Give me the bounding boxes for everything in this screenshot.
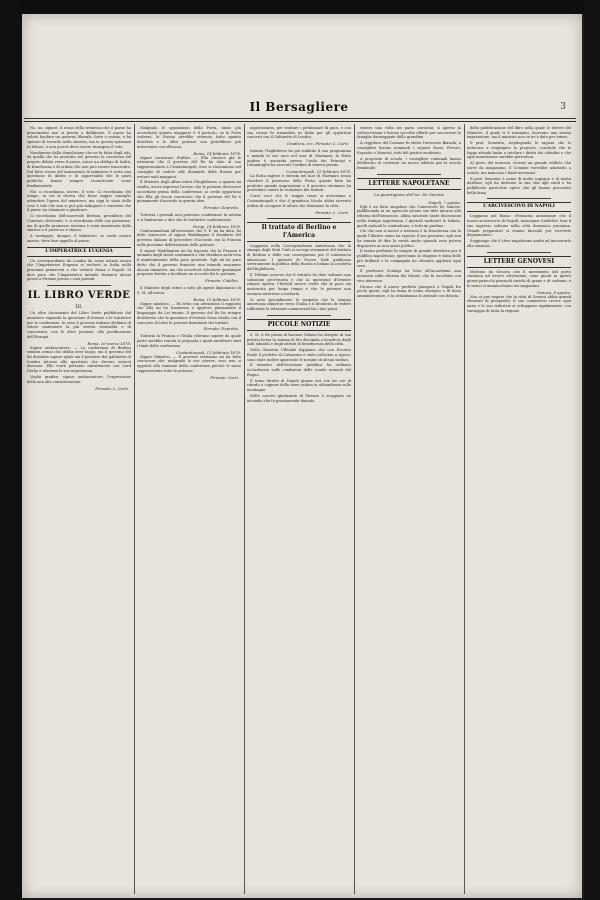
article-paragraph: Un corrispondente da Londra dà come notizia sicura che l'Imperatrice Eugenia si recherà in Italia nella prossima primavera e che visiterà Roma e Napoli. Si dice pure che l'Imperatrice intenda fermarsi alcuni giorni a Firenze presso i suoi parenti. [27,258,131,282]
article-paragraph: Leggiamo nel Roma: «Possiamo annunziare che il nuovo arcivescovo di Napoli, monsignor Sanfelice, farà il suo ingresso solenne nella città domenica prossima. Grandi preparativi si stanno facendo per riceverlo degnamente». [467,214,571,238]
article-paragraph: Il Tribune osserva che il trattato ha dato soltanto una soluzione provvisoria e che la questione d'Oriente rimane aperta; l'Herald invece crede che la pace sia assicurata per lungo tempo e che le potenze non avranno interesse a turbarla. [247,273,351,296]
article-paragraph: Signor ambasciatore, — La conferenza di Berlino sembra ormai che debba aver luogo; ma il governo del Re desidera sapere quale sia il pensiero del gabinetto di Londra intorno alle questioni che devono esservi discusse. Ella vorrà pertanto intrattenersi con Lord Derby e riferirmi le sue impressioni. [27,345,131,374]
article-divider [377,174,441,175]
article-paragraph: Dicono che il nuovo prefetto giungerà a Napoli fra pochi giorni; egli ha fama di uomo energico e di buon amministratore, e la cittadinanza lo attende con fiducia. [357,284,461,299]
article-dateline: Costantinopoli, 13 febbraio 1878. [176,349,241,355]
article-headline: LETTERE NAPOLETANE [357,178,461,190]
article-signature: Firmato: Depretis. [203,205,239,211]
column-2 [137,126,241,892]
article-paragraph: Ci ricordiamo dell'onorevole Bertani, presidente del Comitato elettorale, e ci ricordiamo delle sue promesse; ma di quelle promesse nessuna è stata mantenuta dalla sinistra e il paese ne è stanco. [27,214,131,233]
article-paragraph: Nondimeno dalla demolizione che ne fu fatta degli atti, da quella che ha prodotto nel governo la coscienza del proprio debito verso il paese, nasce un obbligo di lealtà, di franchezza e di ordine che non può essere trascurato. Dal fatto stesso del mutamento di ministero è sorta una questione di diritto e di opportunità che le parti politiche hanno sempre riconosciuto come fondamentale. [27,150,131,188]
article-headline: IL LIBRO VERDE [27,290,131,302]
newspaper-title: Il Bersagliere [249,100,349,114]
article-signature: Firmato: Depretis. [203,326,239,332]
article-subheadline: La guarnigione dell'on. De Sanctis [374,191,444,197]
masthead [24,96,574,118]
masthead-rule [24,118,576,119]
article-dateline: Costantinopoli, 15 febbraio 1878. [286,169,351,175]
article-dateline: Parigi, 14 febbraio 1878. [193,223,241,229]
article-paragraph: Si nota specialmente la simpatia che la stampa americana dimostra verso l'Italia e il desiderio di vedere rafforzate le relazioni commerciali fra i due paesi. [247,297,351,312]
article-signature: Firmato: Corti. [210,374,239,380]
article-paragraph: Il Ministro degli affari esteri d'Inghilterra, a quanto mi risulta, aveva espresso l'avviso che le potenze dovessero accordarsi prima della conferenza; io credo opportuno che Ella gli faccia conoscere che il governo del Re è pienamente d'accordo in questa idea. [137,180,241,204]
article-headline: LETTERE GENOVESI [467,256,571,268]
article-paragraph: La flotta inglese è entrata nel mar di Marmara senza chiedere il permesso della Porta; questo fatto ha prodotto grande impressione e il governo ottomano ha protestato contro la violazione dei trattati. [247,174,351,193]
article-signature: Gradisca, ecc. Firmato: L. Corti. [286,141,349,147]
article-paragraph: A vantaggio, dunque, il Ministero, se vuole essere onesto, deve fare appello al paese. [27,234,131,243]
article-paragraph: Intanto l'Inghilterra ha già stabilito il suo programma e manda le sue navi nel mar di Marmara; la flotta inglese è ancorata presso l'isola dei Principi e l'ammiraglio ha ricevuto l'ordine di tenersi pronto. [247,149,351,168]
scan-top-border [0,0,600,14]
article-paragraph: nipotenziario, per trattare i preliminari di pace, e con sua ricusa fu rimandato in Italia per gli opportuni concerti con il Gabinetto di Londra. [247,126,351,140]
article-headline: Il trattato di Berlino e l'America [247,222,351,242]
article-paragraph: A proposito di scuole, i consiglieri comunali hanno deliberato di costruire un nuovo edificio per la scuola femminile. [357,156,461,170]
article-paragraph: rissero una volta nei paesi convicini; si aperse la sottoscrizione e furono raccolte offerte per soccorrere le famiglie danneggiate dalla grandine. [357,126,461,140]
article-dateline: Genova, 6 agosto. [536,289,571,295]
page-number: 3 [560,102,566,112]
article-paragraph: Ciò che non si nuoce a nessuno è la franchezza con la quale l'illustre uomo ha esposto il suo pensiero; egli non ha temuto di dire la verità anche quando essa poteva dispiacere ai suoi amici politici. [357,229,461,248]
article-paragraph: Malgrado le opposizioni della Porta, tanto più accentuate quanto maggiore è il pericolo; se la Porta cedesse, la Russia avrebbe ottenuto tutto quanto desidera e le altre potenze non potrebbero più intervenire con efficacia. [137,126,241,149]
column-separator [354,124,355,894]
article-paragraph: Il prof. Sementa, riepilogando le ragioni che lo inducono a respingere la proposta, conclude che la legge attuale basta a tutelare i diritti dei cittadini e che ogni innovazione sarebbe pericolosa. [467,141,571,160]
scan-left-border [0,0,22,900]
article-paragraph: Conformandomi all'istruzione che V. E. mi ha data, ho fatto conoscere al signor Waddington il desiderio del governo italiano di procedere d'accordo con la Francia nelle prossime deliberazioni delle potenze. [137,228,241,247]
column-5 [467,126,571,892]
masthead-rule-double [24,121,576,122]
column-4 [357,126,461,892]
article-paragraph: No, no, signori; il senso della sentenza che il paese ha pronunziato non si presta a dubbiezze. Il paese ha voluto fondare un governo liberale, forte e onesto, e ha sperato di trovarlo nella sinistra; ma in questa speranza fu deluso, e non perciò deve essere rinnegato il voto. [27,126,131,149]
article-paragraph: Il teatro profondo fu sempre di grande attrattiva per il pubblico napoletano; quest'anno la stagione è stata delle più brillanti e la compagnia ha ottenuto applausi ogni sera. [357,249,461,268]
column-separator [464,124,465,894]
article-dateline: Napoli, 7 agosto. [428,199,461,205]
article-paragraph: Egli è un fatto singolare che l'onorevole De Sanctis, pubblicando in un opuscolo alcune sue idee intorno alla riforma dell'istruzione, abbia suscitato tante discussioni nella stampa napoletana. I giornali moderati lo lodano, quelli radicali lo combattono, e tutti ne parlano. [357,204,461,228]
article-paragraph: Corre voce che le truppe russe si avvicinano a Costantinopoli e che il granduca Nicola abbia ricevuto ordine di occupare le alture che dominano la città. [247,194,351,208]
column-separator [244,124,245,894]
article-paragraph: S. M. il Re prima di lasciare Milano ha elargito di sua privata borsa la somma di lire diecimila a beneficio degli asili infantili e degli istituti di beneficenza della città. [247,332,351,347]
article-paragraph: Nella Gazzetta Ufficiale leggiamo che con Decreto Reale il prefetto di Catanzaro è stato collocato a riposo; sono state inoltre approvate le nomine di alcuni sindaci. [247,348,351,362]
article-paragraph: Il professor Scialoja ha letto all'Accademia una memoria sulla riforma dei tributi, che fu ascoltata con vivo interesse. [357,269,461,283]
article-paragraph: della pubblicazione del libro nella quale le lettere del Ministro, il quale vi è nominato, facevano una strana impressione; ma il ministro non se ne è dato per inteso. [467,126,571,140]
scan-right-border [584,0,600,900]
article-divider [47,285,111,286]
article-dateline: Roma, 20 marzo 1878. [87,340,131,346]
article-paragraph: Signor ministro, — Ho letto con attenzione il rapporto che Ella mi ha trasmesso e approvo pienamente il linguaggio da Lei tenuto. Il governo del Re ha sempre desiderato che la questione d'Oriente fosse risolta con il concorso di tutte le potenze firmatarie dei trattati. [137,301,241,325]
article-signature: Firmato: L. Corti. [315,209,349,215]
article-dateline: Roma, 14 febbraio 1878. [193,150,241,156]
article-paragraph: Noi ci ricordiamo, invero, il voto. Ci ricordiamo del tempo, in cui si diceva che fosse saggio consiglio attendere l'opera del ministero; ma oggi lo stato delle cose è tale che non si può più indugiare e conviene che il paese sia chiamato a giudicare. [27,189,131,213]
article-paragraph: Il prof. Sementa è uomo di molto ingegno e di molta dottrina; egli ha dedicato la sua vita agli studi e ha pubblicato parecchie opere che gli hanno procurato bella fama. [467,176,571,195]
article-signature: Firmato: Cialdini. [205,278,239,284]
section-numeral: III. [75,304,83,311]
article-paragraph: Un altro documento del Libro Verde pubblicato dal ministero riguarda la questione d'Oriente e le trattative per la conferenza. In esso il governo italiano dichiara di volere mantenere la più stretta neutralità e di concorrere, con le altre potenze, alla pacificazione dell'Europa. [27,311,131,339]
article-paragraph: Al posto del mercato, trovasi un grande edificio che serve da magazzino; il Comune vorrebbe adattarlo a scuola, ma mancano i fondi necessari. [467,161,571,175]
article-paragraph: Mettono da Genova che il movimento del porto continua ad essere attivissimo; sono giunti in questi giorni parecchi piroscafi carichi di grano e di carbone, e le merci si ammucchiano nei magazzini. [467,269,571,288]
article-divider [267,218,331,219]
article-paragraph: Signor incaricato d'affari, — Ella conosce già le istruzioni che il governo del Re ha date al suo rappresentante a Costantinopoli; esse si riassumono nel consiglio di cedere alle domande della Russia per evitare mali maggiori. [137,155,241,179]
article-paragraph: Il signor Waddington mi ha risposto che la Francia è animata dagli stessi sentimenti e che desidera anch'essa il mantenimento della pace generale. Egli mi ha pure detto che il governo francese non intende assumere alcuna iniziativa, ma che accetterà volentieri qualunque proposta diretta a facilitare un accordo fra le potenze. [137,248,241,277]
article-headline: L'IMPERATRICE EUGENIA [27,247,131,257]
article-paragraph: Voglia gradire, signor ambasciatore, l'espressione della mia alta considerazione. [27,374,131,384]
column-separator [134,124,135,894]
article-divider [487,198,551,199]
article-paragraph: Soggiunge che il clero napoletano andrà ad incontrarlo alla stazione. [467,239,571,248]
article-signature: Firmato: L. Corti. [95,385,129,391]
article-paragraph: Il treno diretto di Napoli giunse ieri con tre ore di ritardo a cagione della neve caduta in abbondanza sulle montagne. [247,378,351,393]
article-paragraph: Il Ministro degli esteri a tutti gli agenti diplomatici di S. M. all'estero. [137,286,241,295]
column-3 [247,126,351,892]
article-paragraph: Tuttavia i giornali non poterono confermare la notizia e si limitarono a dire che le trattative continuavano. [137,213,241,222]
column-1 [27,126,131,892]
article-paragraph: A reggitore del Comune fu eletto l'avvocato Bianchi; a consiglieri furono nominati i signori Rossi, Ferrari, Esposito e Mancini, tutti del partito moderato. [357,141,461,155]
article-divider [267,315,331,316]
article-divider [487,252,551,253]
article-headline: PICCOLE NOTIZIE [247,319,351,331]
article-paragraph: Il ministro dell'istruzione pubblica ha ordinato un'inchiesta sulle condizioni delle scuole normali del Regno. [247,363,351,377]
article-paragraph: Nelle carceri giudiziarie di Firenze è scoppiato un incendio che fu prontamente domato. [247,394,351,403]
article-paragraph: Tuttavia la Francia e l'Italia volevano sapere da quale parte sarebbe venuta la proposta e quali sarebbero stati i limiti della conferenza. [137,334,241,348]
article-paragraph: Signor Ministro, — Il governo ottomano mi ha fatto conoscere che, malgrado le sue riserve, esso non si opporrà alla riunione della conferenza purché vi siano rappresentate tutte le potenze. [137,354,241,373]
article-paragraph: Leggiamo nella Corrispondenza Americana che la stampa degli Stati Uniti si occupa vivamente del trattato di Berlino e delle sue conseguenze per il commercio americano. I giornali di Nuova York giudicano severamente la politica della Russia e lodano la condotta dell'Inghilterra. [247,243,351,272]
article-headline: L'ARCIVESCOVO DI NAPOLI [467,202,571,212]
article-paragraph: Non si può negare che la città di Genova abbia grandi elementi di prosperità; il suo commercio cresce ogni anno e le sue industrie si sviluppano rapidamente, con vantaggio di tutta la regione. [467,294,571,313]
article-dateline: Roma, 15 febbraio 1878. [193,296,241,302]
